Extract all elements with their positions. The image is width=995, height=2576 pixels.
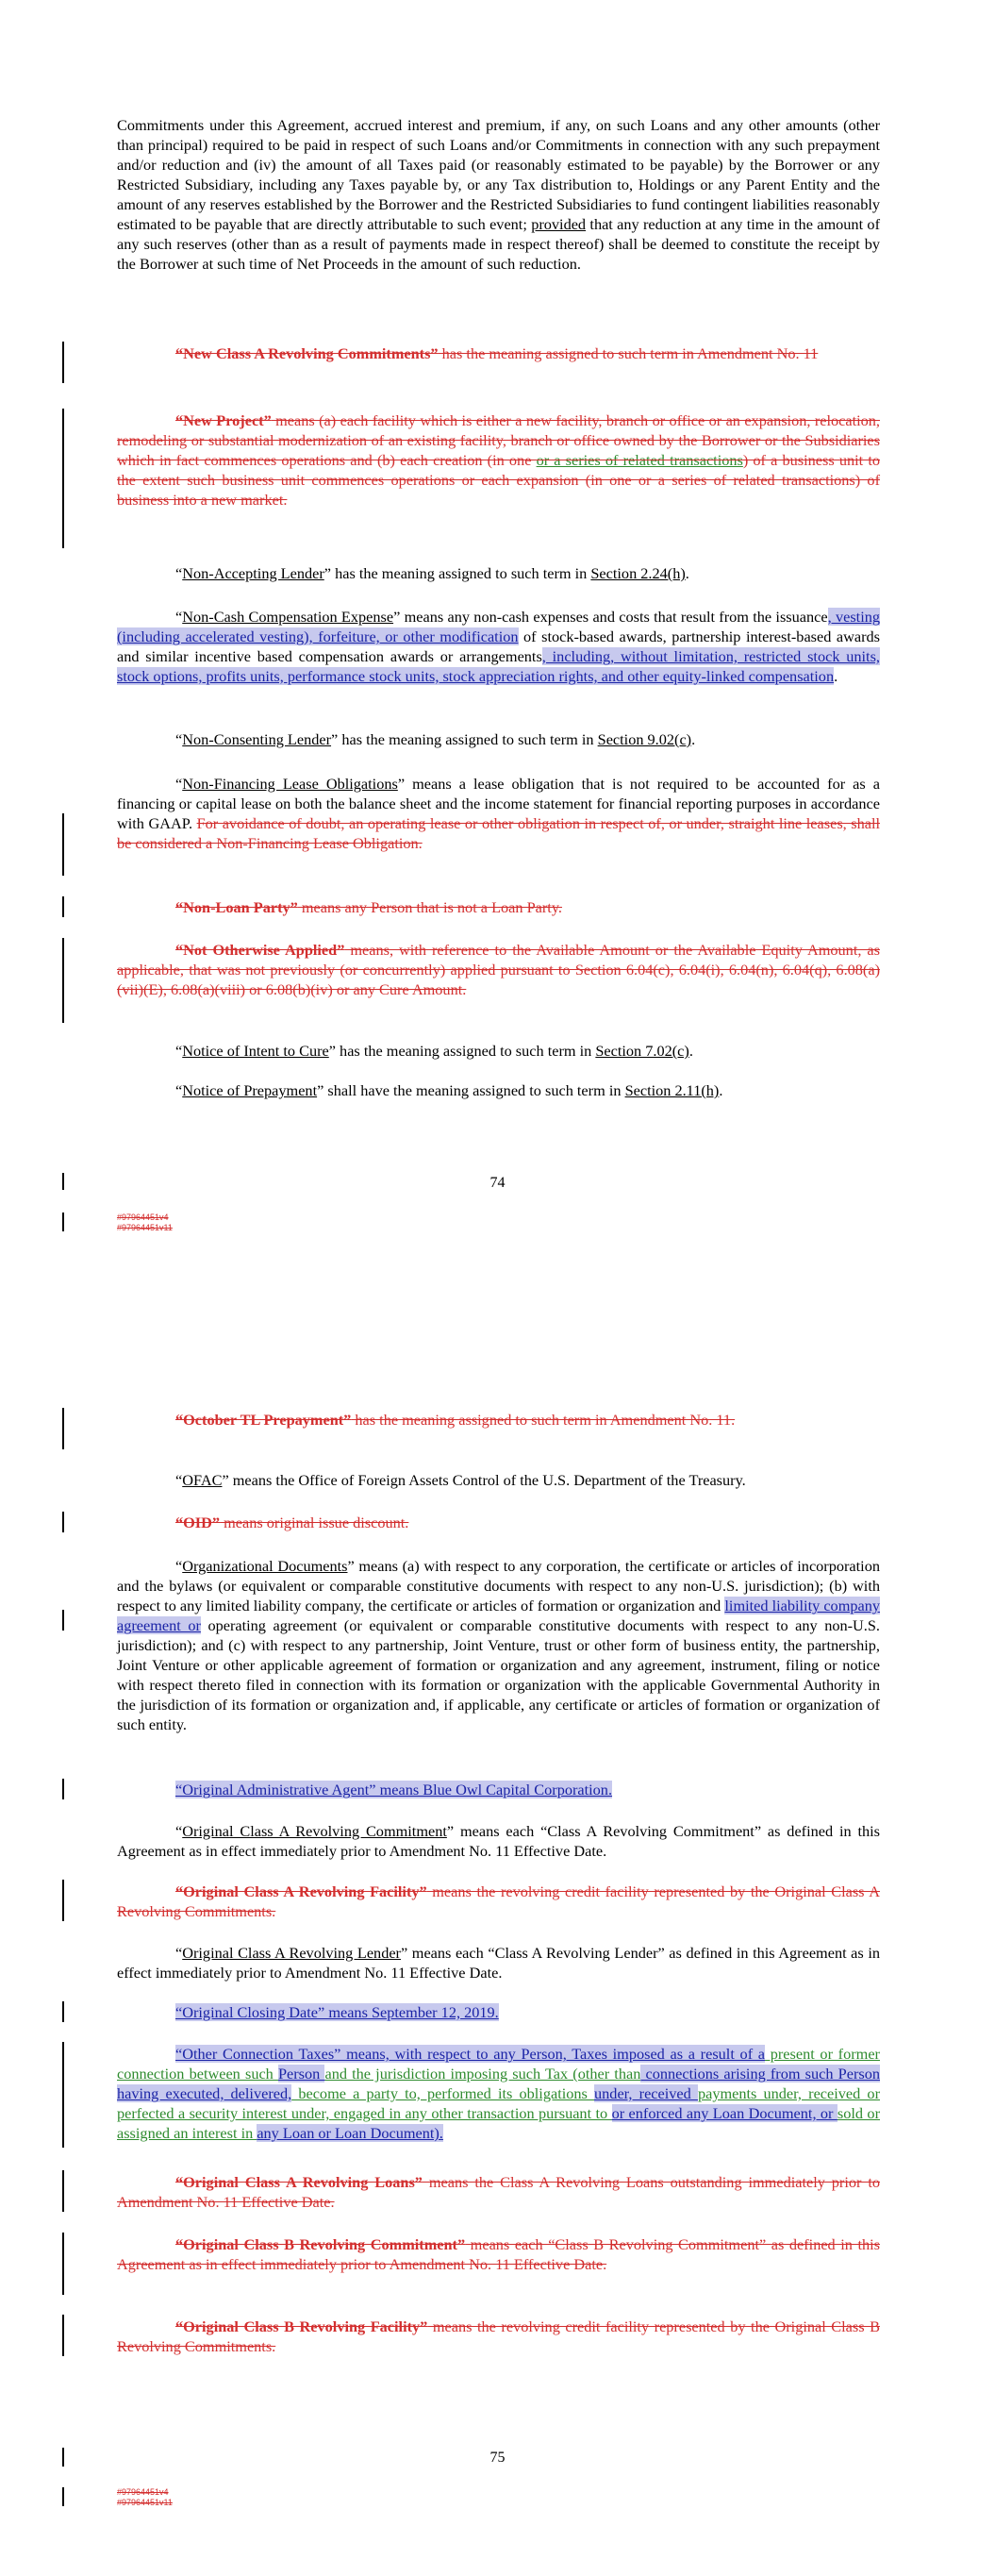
change-bar	[62, 2487, 64, 2506]
definition-original-closing-date: “Original Closing Date” means September 12, 2019.	[175, 2003, 499, 2021]
definition-non-loan-party: “Non-Loan Party” means any Person that is not a Loan Party.	[175, 898, 562, 916]
change-bar	[62, 1779, 64, 1799]
definition-original-class-b-revolving-commitment: “Original Class B Revolving Commitment” means each “Class B Revolving Commitment” as defined in this Agreement as in effect immediately prior to Amendment No. 11 Effective Date.	[117, 2235, 880, 2273]
definition-new-class-a-revolving-commitments: “New Class A Revolving Commitments” has the meaning assigned to such term in Amendment No. 11	[175, 344, 819, 362]
definition-original-administrative-agent: “Original Administrative Agent” means Blue Owl Capital Corporation.	[175, 1781, 613, 1798]
definition-original-class-a-revolving-commitment: “Original Class A Revolving Commitment” means each “Class A Revolving Commitment” as defined in this Agreement as in effect immediately prior to Amendment No. 11 Effective Date.	[117, 1822, 881, 1860]
change-bar	[62, 1512, 64, 1532]
definition-non-accepting-lender: “Non-Accepting Lender” has the meaning assigned to such term in Section 2.24(h).	[175, 564, 689, 582]
change-bar	[62, 342, 64, 383]
definition-notice-of-intent-to-cure: “Notice of Intent to Cure” has the meaning assigned to such term in Section 7.02(c).	[175, 1042, 693, 1060]
definition-non-consenting-lender: “Non-Consenting Lender” has the meaning assigned to such term in Section 9.02(c).	[175, 730, 696, 748]
page-number: 74	[489, 1175, 506, 1191]
paragraph-commitments-continuation: Commitments under this Agreement, accrued interest and premium, if any, on such Loans and any other amounts (other than principal) required to be paid in respect of such Loans and/or Commitments in connection with any such prepayment and/or reduction and (iv) the amount of all Taxes paid (or reasonably estimated to be payable) by the Borrower or any Restricted Subsidiary, including any Taxes payable by, or any Tax distribution to, Holdings or any Parent Entity and the amount of any reserves established by the Borrower and the Restricted Subsidiaries to fund contingent liabilities reasonably estimated to be payable that are directly attributable to such event; provided that any reduction at any time in the amount of any such reserves (other than as a result of payments made in respect thereof) shall be deemed to constitute the receipt by the Borrower at such time of Net Proceeds in the amount of such reduction.	[117, 116, 880, 273]
definition-original-class-a-revolving-loans: “Original Class A Revolving Loans” means the Class A Revolving Loans outstanding immediately prior to Amendment No. 11 Effective Date.	[117, 2173, 880, 2211]
change-bar	[62, 2001, 64, 2022]
definition-non-financing-lease-obligations: “Non-Financing Lease Obligations” means a lease obligation that is not required to be accounted for as a financing or capital lease on both the balance sheet and the income statement for financial reporting purposes in accordance with GAAP. For avoidance of doubt, an operating lease or other obligation in respect of, or under, straight line leases, shall be considered a Non-Financing Lease Obligation.	[117, 775, 881, 852]
change-bar	[62, 2170, 64, 2212]
change-bar	[62, 2233, 64, 2295]
change-bar	[62, 1880, 64, 1921]
change-bar	[62, 1408, 64, 1449]
change-bar	[62, 1213, 64, 1231]
definition-original-class-a-revolving-lender: “Original Class A Revolving Lender” means each “Class A Revolving Lender” as defined in this Agreement as in effect immediately prior to Amendment No. 11 Effective Date.	[117, 1944, 880, 1982]
definition-notice-of-prepayment: “Notice of Prepayment” shall have the meaning assigned to such term in Section 2.11(h).	[175, 1081, 723, 1099]
page-number: 75	[489, 2450, 506, 2466]
document-id-new: #97964451v11	[117, 1223, 173, 1232]
definition-organizational-documents: “Organizational Documents” means (a) with respect to any corporation, the certificate or articles of incorporation and the bylaws (or equivalent or comparable constitutive documents with respect to any non-U.S. jurisdiction); (b) with respect to any limited liability company, the certificate or articles of formation or organization and limited liability company agreement or operating agreement (or equivalent or comparable constitutive documents with respect to any non-U.S. jurisdiction); and (c) with respect to any partnership, Joint Venture, trust or other form of business entity, the partnership, Joint Venture or other applicable agreement of formation or organization and any agreement, instrument, filing or notice with respect thereto filed in connection with its formation or organization with the applicable Governmental Authority in the jurisdiction of its formation or organization and, if applicable, any certificate or articles of formation or organization of such entity.	[117, 1557, 881, 1733]
definition-not-otherwise-applied: “Not Otherwise Applied” means, with reference to the Available Amount or the Available Equity Amount, as applicable, that was not previously (or concurrently) applied pursuant to Section 6.04(c), 6.04(i), 6.04(n), 6.04(q), 6.08(a)(vii)(E), 6.08(a)(viii) or 6.08(b)(iv) or any Cure Amount.	[117, 941, 880, 998]
change-bar	[62, 2315, 64, 2356]
change-bar	[62, 1610, 64, 1631]
document-id-new: #97964451v11	[117, 2498, 173, 2507]
change-bar	[62, 813, 64, 876]
change-bar	[62, 938, 64, 1023]
document-id-old: #97964451v4	[117, 1213, 169, 1222]
change-bar	[62, 2042, 64, 2148]
document-id-old: #97964451v4	[117, 2487, 169, 2497]
definition-new-project: “New Project” means (a) each facility which is either a new facility, branch or office or an expansion, relocation, remodeling or substantial modernization of an existing facility, branch or office owned by the Borrower or the Subsidiaries which in fact commences operations and (b) each creation (in one or a series of related transactions) of a business unit to the extent such business unit commences operations or each expansion (in one or a series of related transactions) of business into a new market.	[117, 411, 881, 509]
definition-non-cash-compensation-expense: “Non-Cash Compensation Expense” means any non-cash expenses and costs that result from the issuance, vesting (including accelerated vesting), forfeiture, or other modification of stock-based awards, partnership interest-based awards and similar incentive based compensation awards or arrangements, including, without limitation, restricted stock units, stock options, profits units, performance stock units, stock appreciation rights, and other equity-linked compensation.	[117, 608, 880, 685]
change-bar	[62, 409, 64, 548]
change-bar	[62, 896, 64, 917]
definition-oid: “OID” means original issue discount.	[175, 1514, 409, 1531]
definition-october-tl-prepayment: “October TL Prepayment” has the meaning assigned to such term in Amendment No. 11.	[175, 1411, 736, 1429]
definition-original-class-a-revolving-facility: “Original Class A Revolving Facility” means the revolving credit facility represented by the Original Class A Revolving Commitments.	[117, 1882, 880, 1920]
page-75	[0, 1321, 995, 2576]
definition-other-connection-taxes: “Other Connection Taxes” means, with respect to any Person, Taxes imposed as a result of a present or former connection between such Person and the jurisdiction imposing such Tax (other than connections arising from such Person having executed, delivered, become a party to, performed its obligations under, received payments under, received or perfected a security interest under, engaged in any other transaction pursuant to or enforced any Loan Document, or sold or assigned an interest in any Loan or Loan Document).	[117, 2045, 881, 2142]
definition-ofac: “OFAC” means the Office of Foreign Assets Control of the U.S. Department of the Treasury.	[175, 1471, 746, 1489]
definition-original-class-b-revolving-facility: “Original Class B Revolving Facility” means the revolving credit facility represented by the Original Class B Revolving Commitments.	[117, 2317, 880, 2355]
page-74	[0, 0, 995, 1232]
